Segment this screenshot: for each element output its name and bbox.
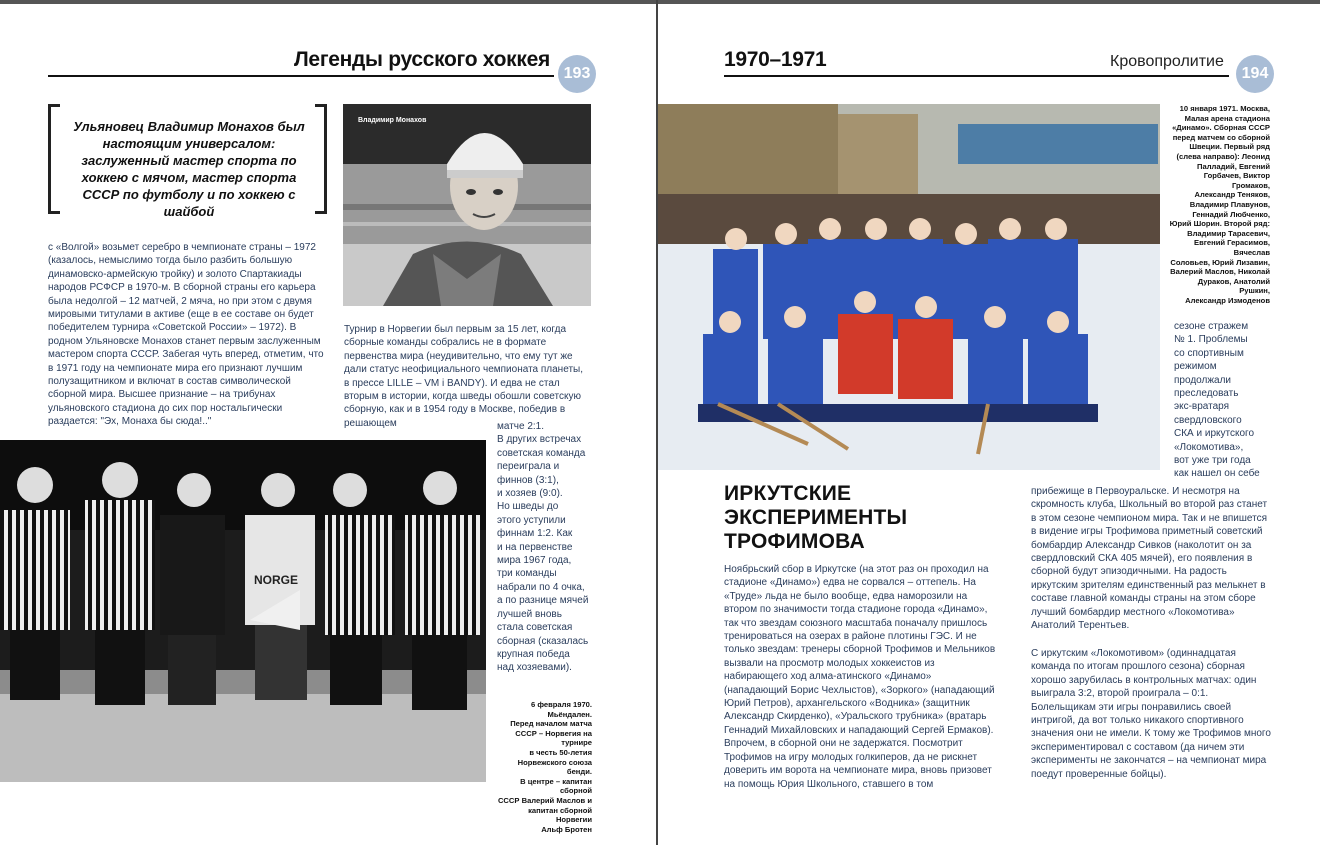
- jersey-text: NORGE: [254, 573, 299, 587]
- text-line: над хозяевами).: [497, 662, 572, 674]
- heading-line: ЭКСПЕРИМЕНТЫ: [724, 506, 908, 529]
- article-heading: [724, 482, 907, 554]
- caption-line: «Динамо». Сборная СССР: [1172, 123, 1270, 133]
- caption-line: 6 февраля 1970. Мьёндален.: [531, 700, 592, 719]
- text-line: лучшей вновь: [497, 608, 562, 620]
- text-line: этого уступили: [497, 514, 566, 526]
- caption-line: Палладий, Евгений: [1197, 161, 1270, 171]
- text-line: мира 1967 года,: [497, 555, 572, 567]
- text-line: № 1. Проблемы: [1174, 334, 1248, 346]
- section-name: Кровопролитие: [1110, 53, 1224, 70]
- quote-bracket-left: [48, 104, 60, 214]
- right-header-rule: [724, 75, 1229, 77]
- caption-line: Перед началом матча: [510, 719, 592, 729]
- text-line: крупная победа: [497, 648, 570, 660]
- caption-line: капитан сборной Норвегии: [528, 805, 592, 825]
- text-line: набрали по 4 очка,: [497, 581, 585, 593]
- middle-column-text: Турнир в Норвегии был первым за 15 лет, когда сборные команды собрались не в формате первенства мира (неудивительно, что ему тут же дали статус неофициального чемпионата планеты, в прессе LILLE – VM i BANDY). И едва не стал вторым в истории, когда шведы обошли советскую сборную, как и в 1954 году в Москве, победив в решающем: [344, 324, 583, 429]
- text-line: сезоне стражем: [1174, 321, 1249, 332]
- text-line: вот уже три года: [1174, 455, 1251, 467]
- left-page-number: 193: [558, 55, 596, 93]
- text-line: и на первенстве: [497, 541, 573, 553]
- text-line: матче 2:1.: [497, 421, 545, 432]
- portrait-photo: [343, 104, 591, 306]
- text-line: со спортивным: [1174, 347, 1244, 359]
- text-line: СКА и иркутского: [1174, 428, 1254, 440]
- caption-line: (слева направо): Леонид: [1176, 151, 1270, 161]
- text-line: финнам 1:2. Как: [497, 528, 573, 540]
- left-column-text: с «Волгой» возьмет серебро в чемпионате страны – 1972 (казалось, немыслимо тогда было разбить большую динамовско-армейскую тройку) и золото Спартакиады народов РСФСР в 1970-м. В сборной страны его карьера была недолгой – 12 матчей, 2 мяча, но при этом с двумя мировыми титулами в активе (еще в ее составе он будет победителем турнира «Советской России» – 1972). В родном Ульяновске Монахов станет первым заслуженным мастером спорта СССР. Забегая чуть вперед, отметим, что в 1971 году на чемпионате мира его признают лучшим полузащитником и включат в состав символической сборной мира. Высшее признание – на трибунах ульяновского стадиона до сих пор ностальгически раздается: "Эх, Монаха бы сюда!..": [48, 242, 324, 428]
- left-header-rule: [48, 75, 554, 77]
- caption-line: Александр Теняков,: [1194, 190, 1270, 200]
- text-line: режимом: [1174, 361, 1217, 373]
- text-line: преследовать: [1174, 388, 1239, 400]
- right-page-title: 1970–1971: [724, 48, 827, 71]
- caption-line: Владимир Тарасевич,: [1187, 228, 1270, 238]
- text-line: сборная (сказалась: [497, 635, 589, 647]
- text-line: «Локомотива»,: [1174, 441, 1244, 453]
- right-page-number: 194: [1236, 55, 1274, 93]
- heading-line: ТРОФИМОВА: [724, 530, 865, 553]
- caption-line: Евгений Герасимов, Вячеслав: [1194, 238, 1270, 257]
- team-color-photo: [658, 104, 1160, 470]
- caption-line: Дураков, Анатолий Рушкин,: [1197, 276, 1270, 296]
- text-line: и хозяев (9:0).: [497, 488, 563, 500]
- text-line: как нашел он себе: [1174, 468, 1260, 480]
- caption-line: Геннадий Любченко,: [1192, 209, 1270, 219]
- left-page-title: Легенды русского хоккея: [294, 48, 550, 71]
- right-column-2-text-b: С иркутским «Локомотивом» (одиннадцатая команда по итогам прошлого сезона) сборная хорошо зарубилась в контрольных матчах: один выиграла 3:2, второй проиграла – 0:1. Болельщикам эти игры понравились своей интригой, да вот только никакого спортивного значения они не имели. К тому же Трофимов много экспериментировал с составом (да ничем эти эксперименты не закончатся – на чемпионат мира поедут проверенные бойцы).: [1031, 648, 1271, 780]
- text-line: советская команда: [497, 447, 586, 459]
- text-line: свердловского: [1174, 414, 1242, 426]
- caption-line: Норвежского союза бенди.: [517, 757, 592, 777]
- text-line: стала советская: [497, 622, 573, 634]
- caption-line: Александр Измоденов: [1185, 295, 1270, 305]
- text-line: финнов (3:1),: [497, 474, 559, 486]
- caption-line: Малая арена стадиона: [1184, 113, 1270, 123]
- team-photo-caption: [1165, 104, 1270, 305]
- caption-line: Соловьев, Юрий Лизавин,: [1170, 257, 1270, 267]
- caption-line: Горбачев, Виктор Громаков,: [1203, 171, 1270, 190]
- top-border: [0, 0, 1320, 4]
- right-column-2-text: прибежище в Первоуральске. И несмотря на скромность клуба, Школьный во второй раз станет в этом сезоне чемпионом мира. Так и не впишется в видение игры Трофимова приметный советский бомбардир Александр Сивков (наколотит он за свердловский СКА 405 мячей), его появления в сборной будут эпизодичными. На радость иркутским зрителям единственный раз мелькнет в составе главной команды страны на этом сборе лучший бомбардир местного «Локомотива» Анатолий Терентьев.: [1031, 486, 1268, 632]
- caption-line: Швеции. Первый ряд: [1189, 142, 1270, 152]
- text-line: а по разнице мячей: [497, 595, 589, 607]
- text-line: продолжали: [1174, 374, 1232, 386]
- caption-line: Владимир Плавунов,: [1189, 199, 1270, 209]
- norway-photo-caption: [492, 700, 592, 834]
- text-line: В других встречах: [497, 434, 582, 446]
- pull-quote-frame: [48, 104, 327, 219]
- caption-line: Валерий Маслов, Николай: [1170, 267, 1270, 277]
- norway-match-photo: [0, 440, 486, 782]
- team-color-illustration: [658, 104, 1160, 470]
- middle-column-narrow-text: [497, 420, 597, 675]
- text-line: переиграла и: [497, 461, 560, 473]
- right-narrow-column-text: [1174, 320, 1270, 481]
- portrait-label: Владимир Монахов: [358, 117, 427, 124]
- heading-line: ИРКУТСКИЕ: [724, 482, 852, 505]
- portrait-illustration: [343, 104, 591, 306]
- text-line: три команды: [497, 568, 557, 580]
- caption-line: 10 января 1971. Москва,: [1179, 104, 1270, 113]
- right-column-1-text: Ноябрьский сбор в Иркутске (на этот раз он проходил на стадионе «Динамо») едва не сорвался – оттепель. На «Труде» льда не было вообще, едва наморозили на втором по значимости тогда стадионе города «Динамо», так что звездам союзного масштаба поначалу пришлось тренироваться на озерах в районе плотины ГЭС. И не только звездам: тренеры сборной Трофимов и Мельников вызвали на просмотр молодых хоккеистов из набирающего ход алма-атинского «Динамо» (нападающий Борис Чехлыстов), «Зоркого» (нападающий Юрий Петров), архангельского «Водника» (защитник Александр Скирденко), «Уральского трубника» (вратарь Геннадий Михайловских и нападающий Сергей Ермаков). Впрочем, в сборной они не задержатся. Посмотрит Трофимов на игру молодых голкиперов, да не рискнет доверить им ворота на чемпионате мира, вновь призовет на помощь Юрия Школьного, ставшего в том: [724, 564, 996, 790]
- caption-line: СССР – Норвегия на турнире: [515, 728, 592, 748]
- caption-line: перед матчем со сборной: [1172, 132, 1270, 142]
- caption-line: Юрий Шорин. Второй ряд:: [1169, 219, 1270, 229]
- caption-line: В центре – капитан сборной: [520, 776, 592, 796]
- pull-quote: Ульяновец Владимир Монахов был настоящим универсалом: заслуженный мастер спорта по хоккею с мячом, мастер спорта СССР по футболу и по хоккею с шайбой: [73, 119, 305, 219]
- text-line: экс-вратаря: [1174, 401, 1230, 413]
- caption-line: СССР Валерий Маслов и: [497, 795, 592, 805]
- caption-line: в честь 50-летия: [529, 747, 592, 757]
- text-line: Но шведы до: [497, 501, 559, 513]
- caption-line: Альф Бротен: [541, 824, 592, 834]
- norway-match-illustration: [0, 440, 486, 782]
- quote-bracket-right: [315, 104, 327, 214]
